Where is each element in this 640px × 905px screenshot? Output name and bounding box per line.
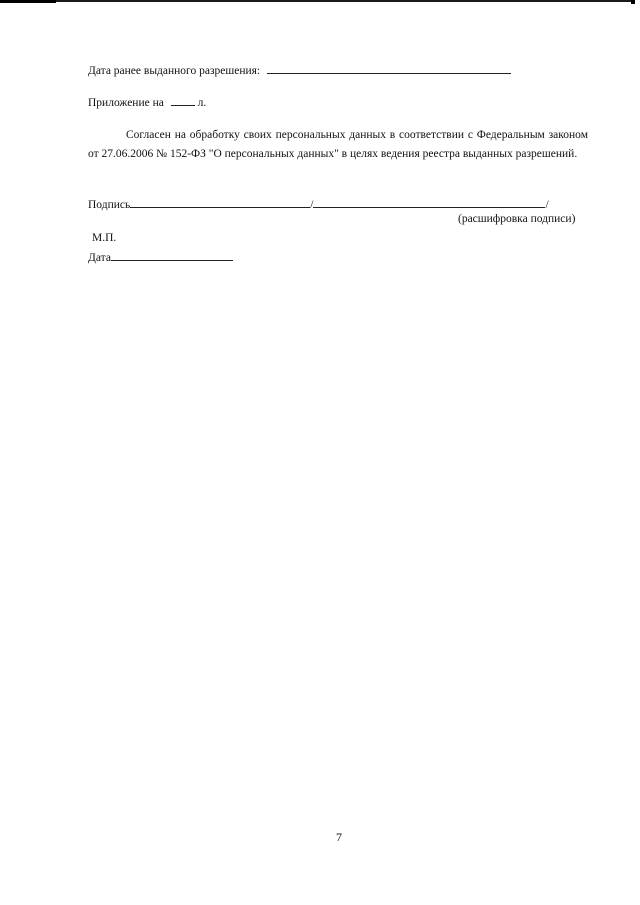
prev-permit-date-row bbox=[88, 63, 511, 78]
consent-text: Согласен на обработку своих персональных данных в соответствии с Федеральным законом от 27.06.2006 № 152-ФЗ "О персональных данных" в целях ведения реестра выданных разрешений. bbox=[88, 129, 588, 160]
scan-edge-right bbox=[631, 0, 635, 4]
attachment-suffix: л. bbox=[197, 97, 207, 109]
signature-decoding-label: (расшифровка подписи) bbox=[458, 213, 576, 225]
signature-field[interactable] bbox=[130, 197, 310, 208]
prev-permit-date-field[interactable] bbox=[267, 63, 511, 74]
signature-decoding-caption bbox=[458, 212, 575, 226]
scan-edge-top-left bbox=[0, 0, 56, 3]
signature-slash-left: / bbox=[310, 199, 314, 211]
signature-row bbox=[88, 197, 549, 212]
signature-label: Подпись bbox=[88, 199, 131, 211]
stamp-label: М.П. bbox=[92, 232, 117, 244]
attachment-pages-field[interactable] bbox=[171, 95, 195, 106]
stamp-row bbox=[92, 231, 116, 245]
date-label: Дата bbox=[88, 252, 111, 264]
date-row bbox=[88, 250, 233, 265]
prev-permit-date-label: Дата ранее выданного разрешения: bbox=[88, 65, 261, 77]
consent-paragraph bbox=[88, 126, 588, 164]
date-field[interactable] bbox=[111, 250, 233, 261]
scan-edge-top bbox=[0, 0, 634, 2]
attachment-row bbox=[88, 95, 206, 110]
page-number: 7 bbox=[336, 830, 342, 844]
attachment-prefix: Приложение на bbox=[88, 97, 164, 109]
signature-decoding-field[interactable] bbox=[313, 197, 545, 208]
signature-slash-right: / bbox=[545, 199, 549, 211]
